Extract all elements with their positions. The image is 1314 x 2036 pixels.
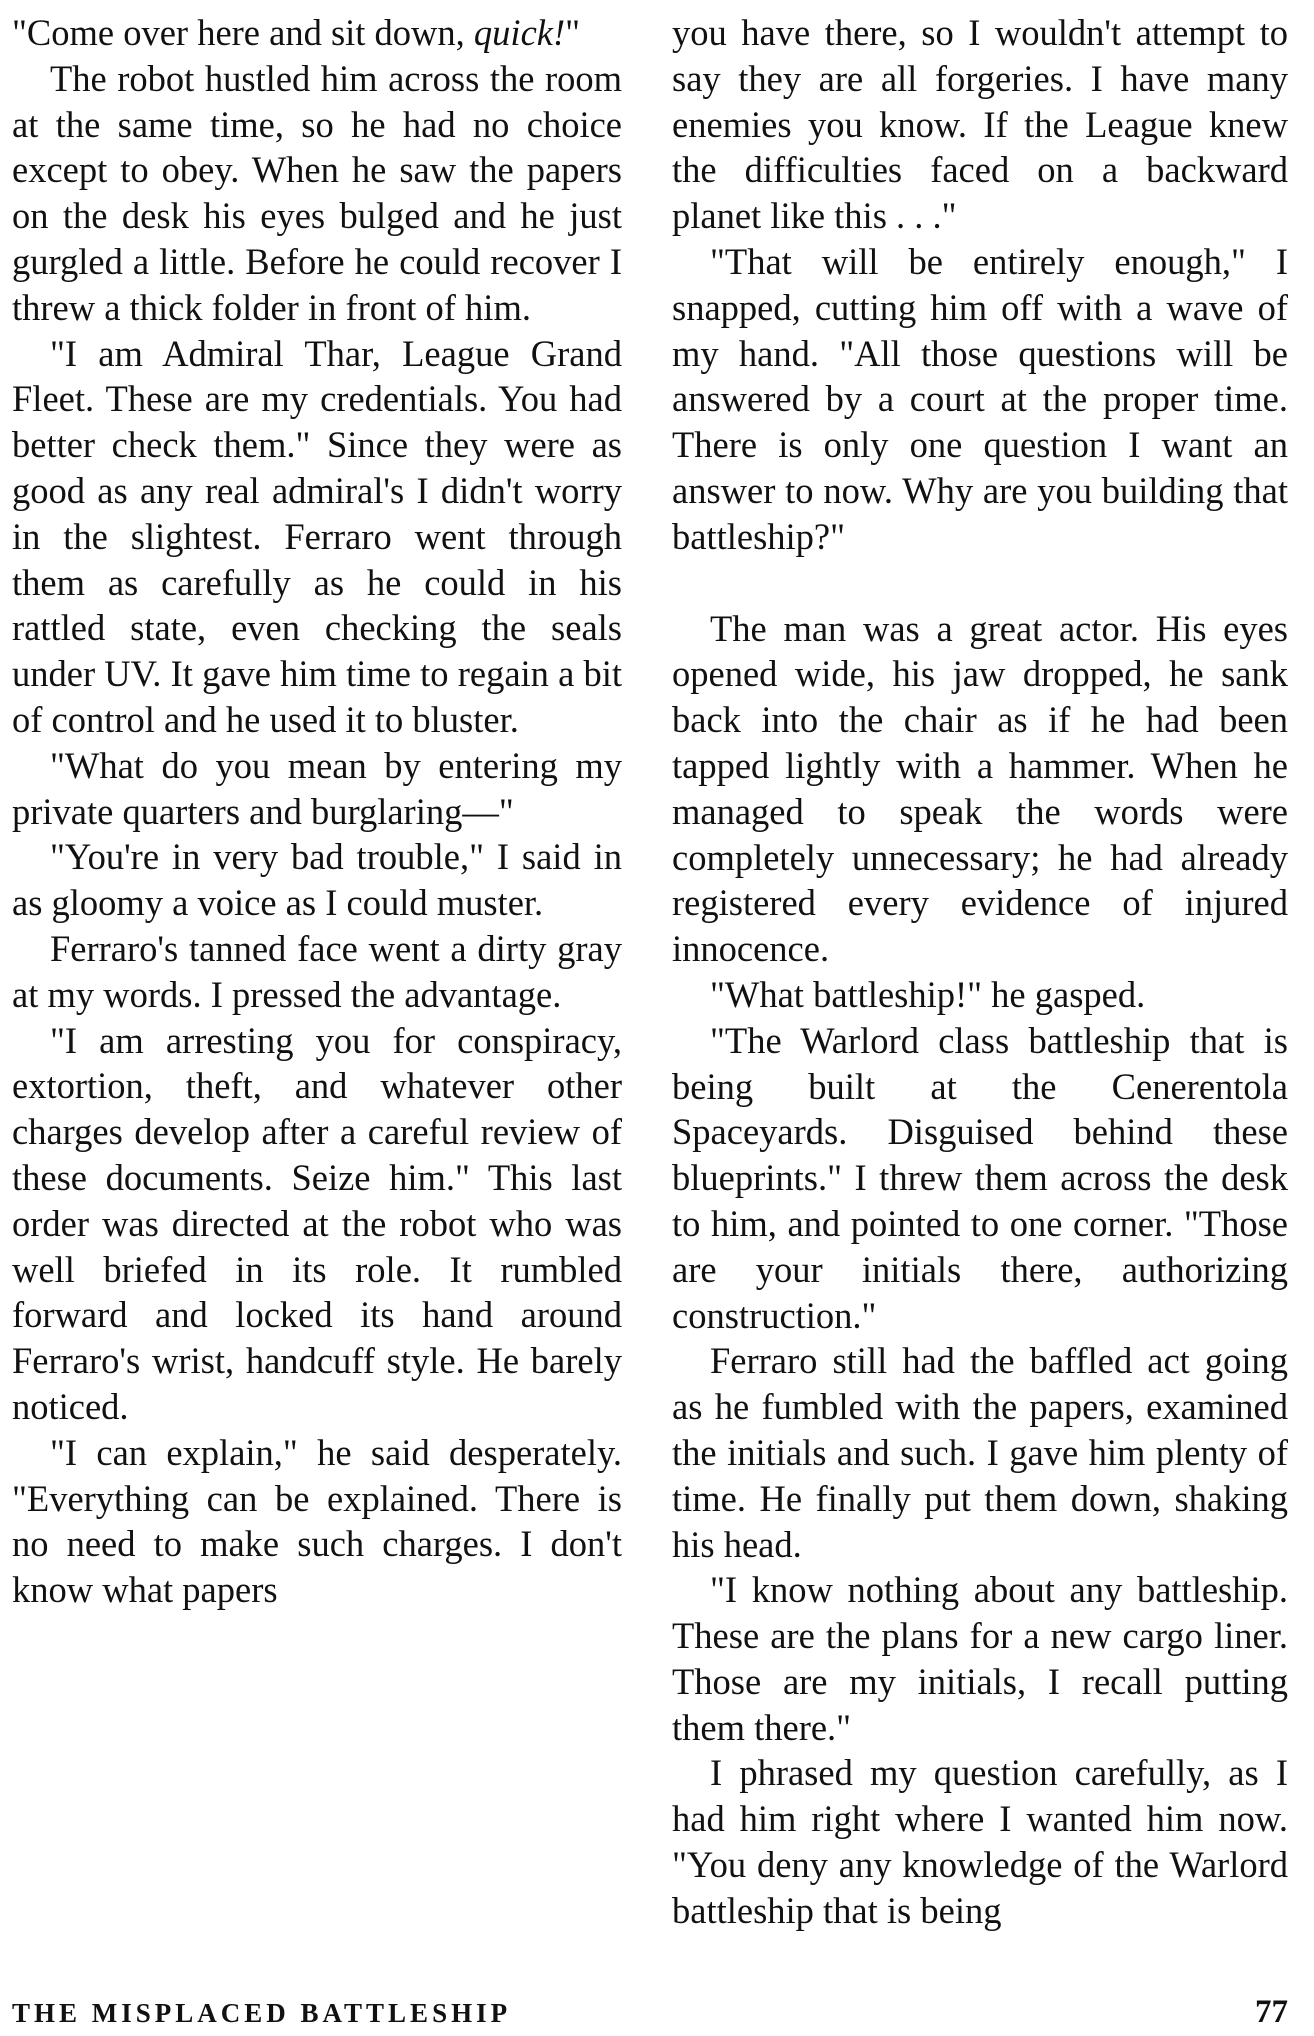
paragraph: Ferraro's tanned face went a dirty gray at my words. I pressed the advantage. [12, 927, 622, 1015]
page-number: 77 [1255, 1994, 1288, 2030]
left-column [12, 10, 622, 1613]
paragraph: "That will be entirely enough," I snapped, cutting him off with a wave of my hand. "All those questions will be answered by a court at the proper time. There is only one question I want an answer to now. Why are you building that battleship?" [672, 240, 1288, 557]
paragraph: "What do you mean by entering my private quarters and burglaring—" [12, 744, 622, 832]
running-title: THE MISPLACED BATTLESHIP [12, 1998, 512, 2028]
paragraph: Ferraro still had the baffled act going as he fumbled with the papers, examined the initials and such. I gave him plenty of time. He finally put them down, shaking his head. [672, 1340, 1288, 1565]
paragraph: "I can explain," he said desperately. "Everything can be explained. There is no need to make such charges. I don't know what papers [12, 1431, 622, 1611]
paragraph: "What battleship!" he gasped. [710, 973, 1146, 1015]
paragraph: The man was a great actor. His eyes opened wide, his jaw dropped, he sank back into the chair as if he had been tapped lightly with a hammer. When he managed to speak the words were completely unnecessary; he had already registered every evidence of injured innocence. [672, 607, 1288, 970]
paragraph: "Come over here and sit down, quick!" [12, 12, 581, 53]
paragraph: I phrased my question carefully, as I had him right where I wanted him now. "You deny any knowledge of the Warlord battleship that is being [672, 1752, 1288, 1931]
right-column [672, 10, 1288, 1934]
page-footer [12, 1994, 1288, 2031]
paragraph: you have there, so I wouldn't attempt to say they are all forgeries. I have many enemies you know. If the League knew the difficulties faced on a backward planet like this . . ." [672, 12, 1288, 237]
paragraph: The robot hustled him across the room at the same time, so he had no choice except to obey. When he saw the papers on the desk his eyes bulged and he just gurgled a little. Before he could recover I threw a thick folder in front of him. [12, 57, 622, 328]
paragraph: "You're in very bad trouble," I said in as gloomy a voice as I could muster. [12, 836, 622, 924]
paragraph: "The Warlord class battleship that is being built at the Cenerentola Spaceyards. Disguised behind these blueprints." I threw them across the desk to him, and pointed to one corner. "Those are your initials there, authorizing construction." [672, 1019, 1288, 1336]
paragraph: "I know nothing about any battleship. These are the plans for a new cargo liner. Those are my initials, I recall putting them there." [672, 1569, 1288, 1748]
paragraph: "I am arresting you for conspiracy, extortion, theft, and whatever other charges develop after a careful review of these documents. Seize him." This last order was directed at the robot who was well briefed in its role. It rumbled forward and locked its hand around Ferraro's wrist, handcuff style. He barely noticed. [12, 1019, 622, 1427]
paragraph: "I am Admiral Thar, League Grand Fleet. These are my credentials. You had better check them." Since they were as good as any real admiral's I didn't worry in the slightest. Ferraro went through them as carefully as he could in his rattled state, even checking the seals under UV. It gave him time to regain a bit of control and he used it to bluster. [12, 332, 622, 740]
